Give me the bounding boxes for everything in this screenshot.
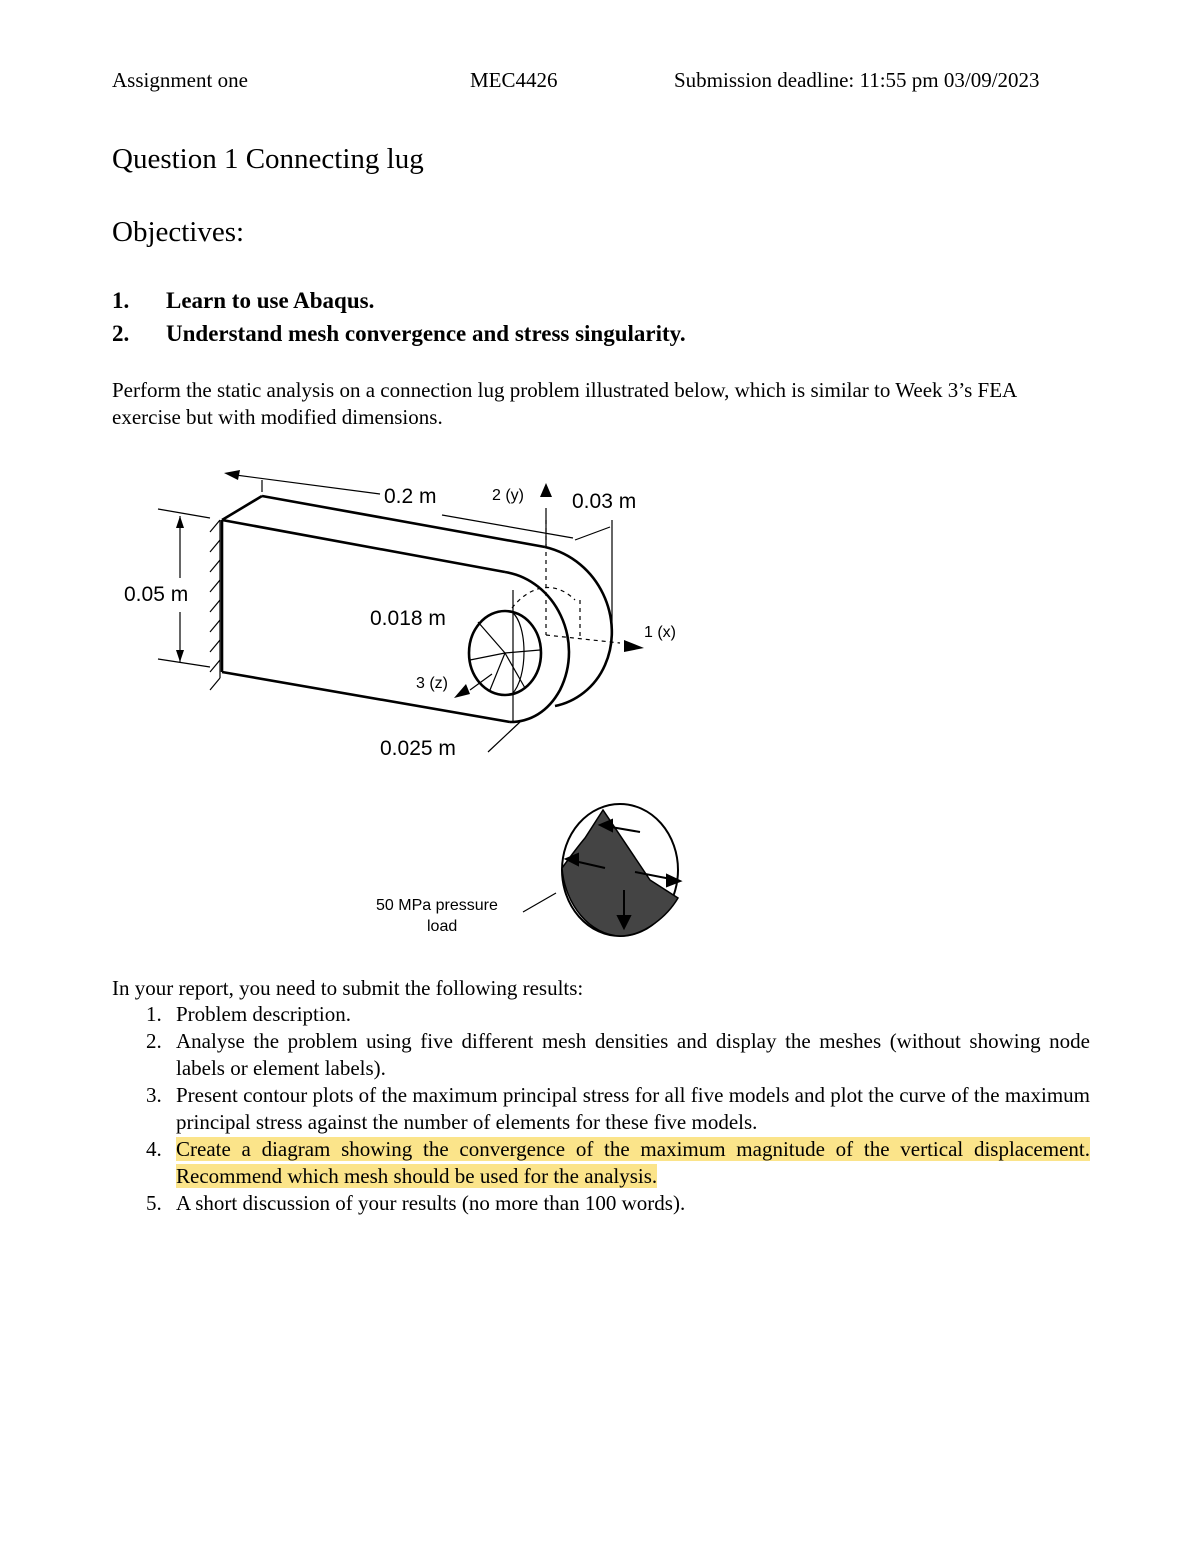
- dim-thickness-label: 0.03 m: [572, 490, 637, 513]
- wall-hatch: [210, 520, 220, 690]
- list-item: [112, 1082, 1090, 1136]
- list-item: [112, 1001, 1090, 1028]
- highlighted-text: Create a diagram showing the convergence of the maximum magnitude of the vertical displacement. Recommend which mesh should be used for the analysis.: [176, 1137, 1090, 1188]
- question-title: Question 1 Connecting lug: [112, 143, 424, 175]
- intro-paragraph: Perform the static analysis on a connection lug problem illustrated below, which is similar to Week 3’s FEA exercise but with modified dimensions.: [112, 378, 1017, 429]
- list-text: Analyse the problem using five different mesh densities and display the meshes (without showing node labels or element labels).: [176, 1029, 1090, 1080]
- dim-length-label: 0.2 m: [384, 485, 437, 508]
- header-assignment: Assignment one: [112, 68, 248, 92]
- dim-hole-label: 0.018 m: [370, 607, 446, 630]
- list-item-highlighted: [112, 1136, 1090, 1190]
- list-item: [112, 1028, 1090, 1082]
- load-label-line1: 50 MPa pressure: [376, 897, 498, 914]
- objective-number: 2.: [112, 321, 130, 346]
- list-number: 4.: [146, 1137, 162, 1161]
- objective-number: 1.: [112, 288, 130, 313]
- list-item: [112, 1190, 1090, 1217]
- objective-text: Learn to use Abaqus.: [166, 288, 375, 313]
- list-text: A short discussion of your results (no more than 100 words).: [176, 1191, 686, 1215]
- axis-y-label: 2 (y): [492, 487, 524, 504]
- load-label-line2: load: [427, 918, 458, 935]
- report-list: [112, 1001, 1090, 1217]
- list-number: 1.: [146, 1002, 162, 1026]
- header-course-code: MEC4426: [470, 68, 558, 92]
- report-intro: In your report, you need to submit the following results:: [112, 976, 584, 1000]
- header-deadline: Submission deadline: 11:55 pm 03/09/2023: [674, 68, 1040, 92]
- pressure-load-figure: [376, 804, 680, 936]
- dim-height-label: 0.05 m: [124, 583, 189, 606]
- list-text: Problem description.: [176, 1002, 351, 1026]
- axis-z-label: 3 (z): [416, 675, 448, 692]
- axis-x-label: 1 (x): [644, 624, 676, 641]
- list-number: 2.: [146, 1029, 162, 1053]
- list-text: Present contour plots of the maximum principal stress for all five models and plot the curve of the maximum principal stress against the number of elements for these five models.: [176, 1083, 1090, 1134]
- list-number: 5.: [146, 1191, 162, 1215]
- objective-text: Understand mesh convergence and stress singularity.: [166, 321, 686, 346]
- dim-radius-label: 0.025 m: [380, 737, 456, 760]
- list-number: 3.: [146, 1083, 162, 1107]
- objectives-title: Objectives:: [112, 216, 245, 248]
